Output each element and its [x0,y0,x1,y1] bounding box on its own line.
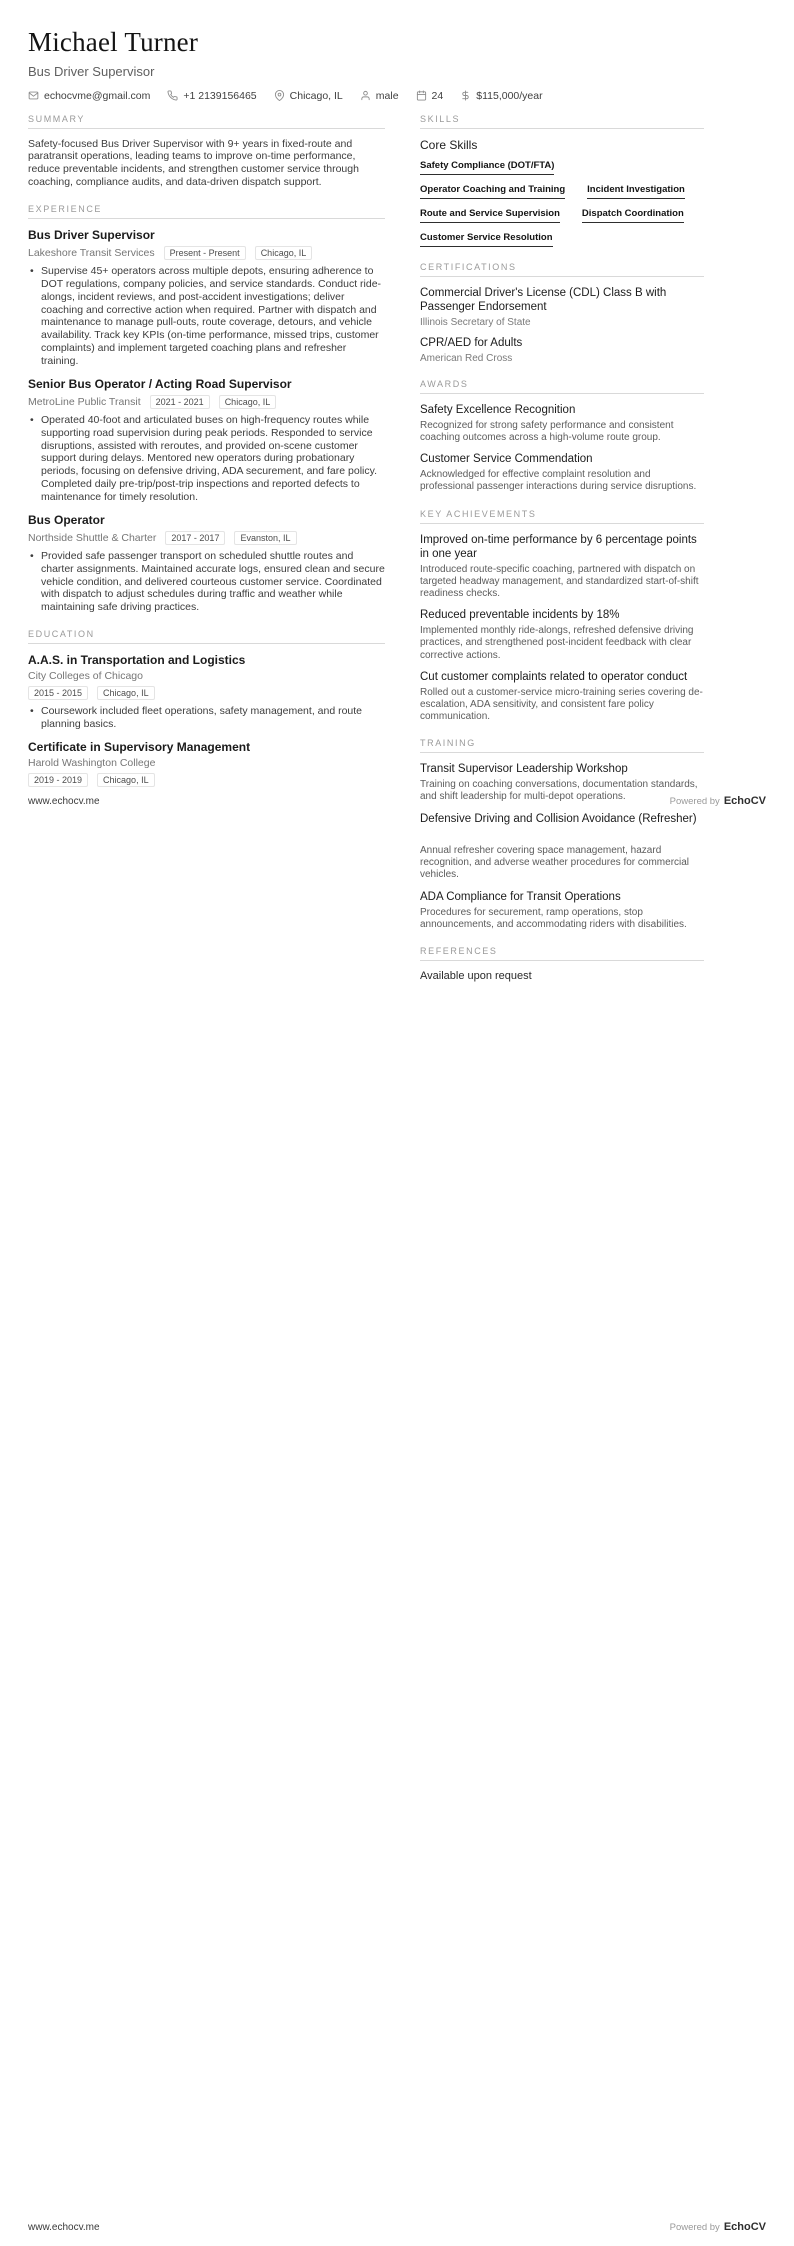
job-title: Senior Bus Operator / Acting Road Supervisor [28,376,292,391]
job-dates: Present - Present [164,246,246,260]
contact-salary-text: $115,000/year [476,89,543,102]
training-description: Annual refresher covering space management, hazard recognition, and adverse weather procedures for commercial vehicles. [420,845,690,881]
training-item-continued [420,845,704,882]
section-certifications [420,262,704,364]
school-name: City Colleges of Chicago [28,670,143,683]
resume-header [28,28,766,102]
section-references [420,946,704,982]
section-summary [28,114,385,189]
summary-heading: SUMMARY [28,114,385,129]
certification-item [420,286,704,328]
certification-issuer: Illinois Secretary of State [420,316,531,328]
references-text: Available upon request [420,969,532,982]
contact-row [28,90,766,102]
education-item [28,653,385,731]
section-training [420,738,704,825]
degree-title: Certificate in Supervisory Management [28,739,251,754]
section-skills [420,114,704,247]
job-location: Evanston, IL [234,531,296,545]
job-bullets [28,265,385,367]
certifications-heading: CERTIFICATIONS [420,262,704,277]
award-description: Recognized for strong safety performance and consistent coaching outcomes across a high-volume route group. [420,419,674,443]
achievement-item [420,533,704,601]
training-item [420,890,704,931]
website-link[interactable]: www.echocv.me [28,2222,100,2233]
candidate-name: Michael Turner [28,27,199,57]
contact-phone-text: +1 2139156465 [183,89,257,102]
candidate-title: Bus Driver Supervisor [28,63,155,79]
skill-tag: Safety Compliance (DOT/FTA) [420,160,554,175]
phone-icon [167,90,178,101]
page-footer [28,795,766,807]
achievement-title: Cut customer complaints related to operator conduct [420,670,688,683]
achievement-title: Improved on-time performance by 6 percentage points in one year [420,533,697,560]
resume-page-2 [0,820,794,2246]
contact-gender [360,90,399,102]
award-title: Safety Excellence Recognition [420,403,576,416]
achievement-description: Implemented monthly ride-alongs, refreshed defensive driving practices, and strengthened post-incident feedback with clear corrective actions. [420,625,694,661]
job-bullet: • Provided safe passenger transport on scheduled shuttle routes and charter assignments. Maintained accurate logs, ensured clean and secure vehicle condition, and delivered courteous customer service. Coordinated with dispatch to adjust schedules during traffic and weather while maintaining safe driving practices. [41,550,385,614]
job-meta [28,531,385,545]
job-meta [28,246,385,260]
achievement-item [420,608,704,662]
contact-gender-text: male [375,89,399,102]
achievement-item [420,670,704,724]
achievement-description: Introduced route-specific coaching, partnered with dispatch on targeted headway management, and standardized start-of-shift readiness checks. [420,563,699,599]
mail-icon [28,90,39,101]
awards-heading: AWARDS [420,379,704,394]
brand-name: EchoCV [723,795,766,807]
education-dates: 2015 - 2015 [28,686,88,700]
summary-text: Safety-focused Bus Driver Supervisor with 9+ years in fixed-route and paratransit operations, leading teams to improve on-time performance, reduce preventable incidents, and strengthen customer service through coaching, compliance audits, and data-driven dispatch support. [28,137,359,189]
job-dates: 2017 - 2017 [165,531,225,545]
school-name: Harold Washington College [28,757,156,770]
references-heading: REFERENCES [420,946,704,961]
training-heading: TRAINING [420,738,704,753]
contact-location-text: Chicago, IL [289,89,343,102]
training-description: Procedures for securement, ramp operations, stop announcements, and accommodating riders with disabilities. [420,906,687,930]
job-location: Chicago, IL [219,395,277,409]
experience-item [28,377,385,504]
skill-tag: Customer Service Resolution [420,232,553,247]
job-company: Northside Shuttle & Charter [28,532,157,544]
education-bullets [28,705,385,731]
certification-item [420,336,704,364]
key-achievements-heading: KEY ACHIEVEMENTS [420,509,704,524]
job-meta [28,395,385,409]
education-item [28,740,385,787]
contact-phone[interactable] [167,90,256,102]
award-title: Customer Service Commendation [420,453,593,466]
award-item [420,403,704,444]
contact-age-text: 24 [431,89,444,102]
section-awards [420,379,704,494]
right-column-continued [420,845,704,982]
training-title: Transit Supervisor Leadership Workshop [420,763,628,776]
certification-name: CPR/AED for Adults [420,336,523,349]
experience-item [28,228,385,368]
education-meta [28,686,385,700]
calendar-icon [416,90,427,101]
skill-tag: Incident Investigation [587,184,685,199]
resume-page-1 [0,0,794,825]
achievement-description: Rolled out a customer-service micro-training series covering de-escalation, ADA sensitivity, and consistent fare policy communication. [420,686,703,723]
job-company: MetroLine Public Transit [28,396,141,409]
left-column [28,114,385,797]
training-title: ADA Compliance for Transit Operations [420,890,621,903]
training-title: Defensive Driving and Collision Avoidance (Refresher) [420,812,697,825]
powered-by[interactable] [670,795,766,807]
job-bullets [28,550,385,614]
contact-age [416,90,444,102]
job-title: Bus Driver Supervisor [28,227,155,242]
powered-by-label: Powered by [669,2222,720,2233]
website-link[interactable]: www.echocv.me [28,796,100,807]
education-location: Chicago, IL [97,686,155,700]
contact-location [274,90,343,102]
job-bullets [28,414,385,504]
job-title: Bus Operator [28,512,105,527]
skill-tag: Route and Service Supervision [420,208,560,223]
certification-name: Commercial Driver's License (CDL) Class B with Passenger Endorsement [420,286,667,313]
job-bullet: • Operated 40-foot and articulated buses on high-frequency routes while supporting road supervision during peak periods. Responded to service disruptions, assisted with reroutes, and provided on-scene customer support during delays. Mentored new operators during probationary periods, focusing on defensive driving, ADA securement, and fare policy. Completed daily pre-trip/post-trip inspections and reported defects to maintenance for timely resolution. [41,414,385,504]
skill-tag: Dispatch Coordination [582,208,684,223]
contact-email[interactable] [28,90,150,102]
section-key-achievements [420,509,704,724]
achievement-title: Reduced preventable incidents by 18% [420,609,620,622]
education-dates: 2019 - 2019 [28,773,88,787]
resume-columns [28,114,766,826]
skills-heading: SKILLS [420,114,704,129]
person-icon [360,90,371,101]
degree-title: A.A.S. in Transportation and Logistics [28,652,246,667]
contact-email-text: echocvme@gmail.com [44,89,151,102]
skills-group-title: Core Skills [420,137,478,152]
experience-item [28,513,385,614]
job-dates: 2021 - 2021 [150,395,210,409]
right-column [420,114,704,826]
award-item [420,452,704,493]
award-description: Acknowledged for effective complaint resolution and professional passenger interactions during service disruptions. [420,469,697,493]
education-location: Chicago, IL [97,773,155,787]
education-heading: EDUCATION [28,629,385,644]
powered-by-label: Powered by [669,796,720,807]
training-description: Training on coaching conversations, documentation standards, and shift leadership for multi-depot operations. [420,779,698,803]
experience-heading: EXPERIENCE [28,204,385,219]
skill-tag: Operator Coaching and Training [420,184,565,199]
dollar-icon [460,90,471,101]
education-meta [28,773,385,787]
education-bullet: • Coursework included fleet operations, safety management, and route planning basics. [41,705,385,731]
location-pin-icon [274,90,285,101]
skill-tags [420,160,704,247]
job-bullet: • Supervise 45+ operators across multiple depots, ensuring adherence to DOT regulations, company policies, and service standards. Conduct ride-alongs, incident reviews, and post-accident investigations; deliver coaching and corrective action when required. Partner with dispatch and maintenance to manage pull-outs, route coverage, detours, and vehicle availability. Track key KPIs (on-time performance, missed trips, customer complaints) and implement targeted coaching plans and refresher training. [41,265,385,367]
job-location: Chicago, IL [255,246,313,260]
job-company: Lakeshore Transit Services [28,247,155,260]
section-education [28,629,385,787]
brand-name: EchoCV [723,2221,766,2233]
page-footer [28,2221,766,2233]
section-experience [28,204,385,614]
powered-by[interactable] [670,2221,766,2233]
certification-issuer: American Red Cross [420,352,513,364]
contact-salary [460,90,542,102]
